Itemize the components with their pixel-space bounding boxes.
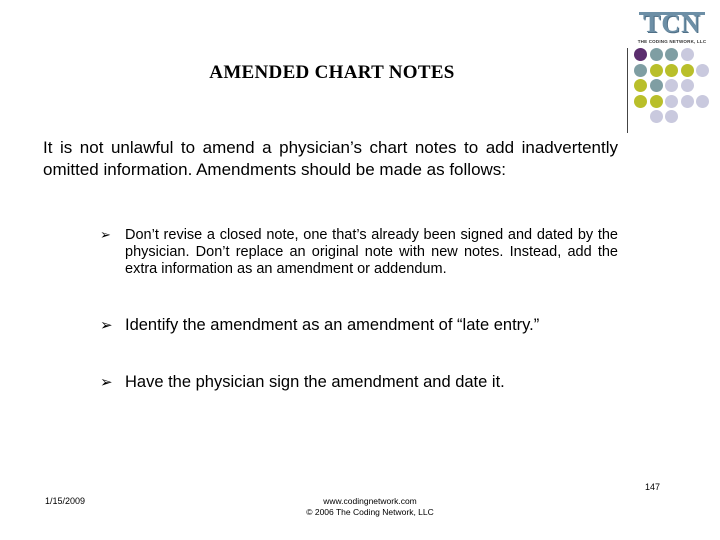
bullet-text: Identify the amendment as an amendment of “late entry.” (125, 316, 540, 334)
decorative-dot (681, 79, 694, 92)
arrow-bullet-icon: ➢ (100, 228, 111, 243)
decorative-dot (634, 48, 647, 61)
decorative-dot-grid (634, 48, 718, 120)
decorative-dot (665, 110, 678, 123)
decorative-dot (681, 95, 694, 108)
decorative-dot (650, 95, 663, 108)
bullet-text: Don’t revise a closed note, one that’s already been signed and dated by the physician. Don’t replace an original note with new notes. Instead, add the extra information as an amendment or addendum. (125, 227, 618, 278)
arrow-bullet-icon: ➢ (100, 373, 113, 391)
footer-credits (230, 496, 510, 518)
footer-date: 1/15/2009 (45, 496, 86, 506)
decorative-dot (665, 64, 678, 77)
decorative-dot (696, 64, 709, 77)
slide-title: AMENDED CHART NOTES (209, 62, 455, 83)
decorative-dot (650, 110, 663, 123)
intro-paragraph: It is not unlawful to amend a physician’s chart notes to add inadvertently omitted information. Amendments should be made as follows: (43, 138, 618, 179)
decorative-dot (634, 95, 647, 108)
footer-website: www.codingnetwork.com (323, 496, 417, 506)
footer-copyright: © 2006 The Coding Network, LLC (306, 507, 434, 517)
logo-letters: TCN (643, 9, 701, 38)
decorative-dot (665, 79, 678, 92)
page-number: 147 (645, 482, 661, 492)
decorative-dot (696, 95, 709, 108)
divider-line (627, 48, 628, 133)
company-logo (633, 10, 711, 46)
bullet-text: Have the physician sign the amendment and date it. (125, 373, 505, 391)
decorative-dot (665, 48, 678, 61)
decorative-dot (665, 95, 678, 108)
decorative-dot (681, 48, 694, 61)
logo-subtitle: THE CODING NETWORK, LLC (637, 39, 707, 44)
decorative-dot (650, 48, 663, 61)
decorative-dot (681, 64, 694, 77)
arrow-bullet-icon: ➢ (100, 316, 113, 334)
